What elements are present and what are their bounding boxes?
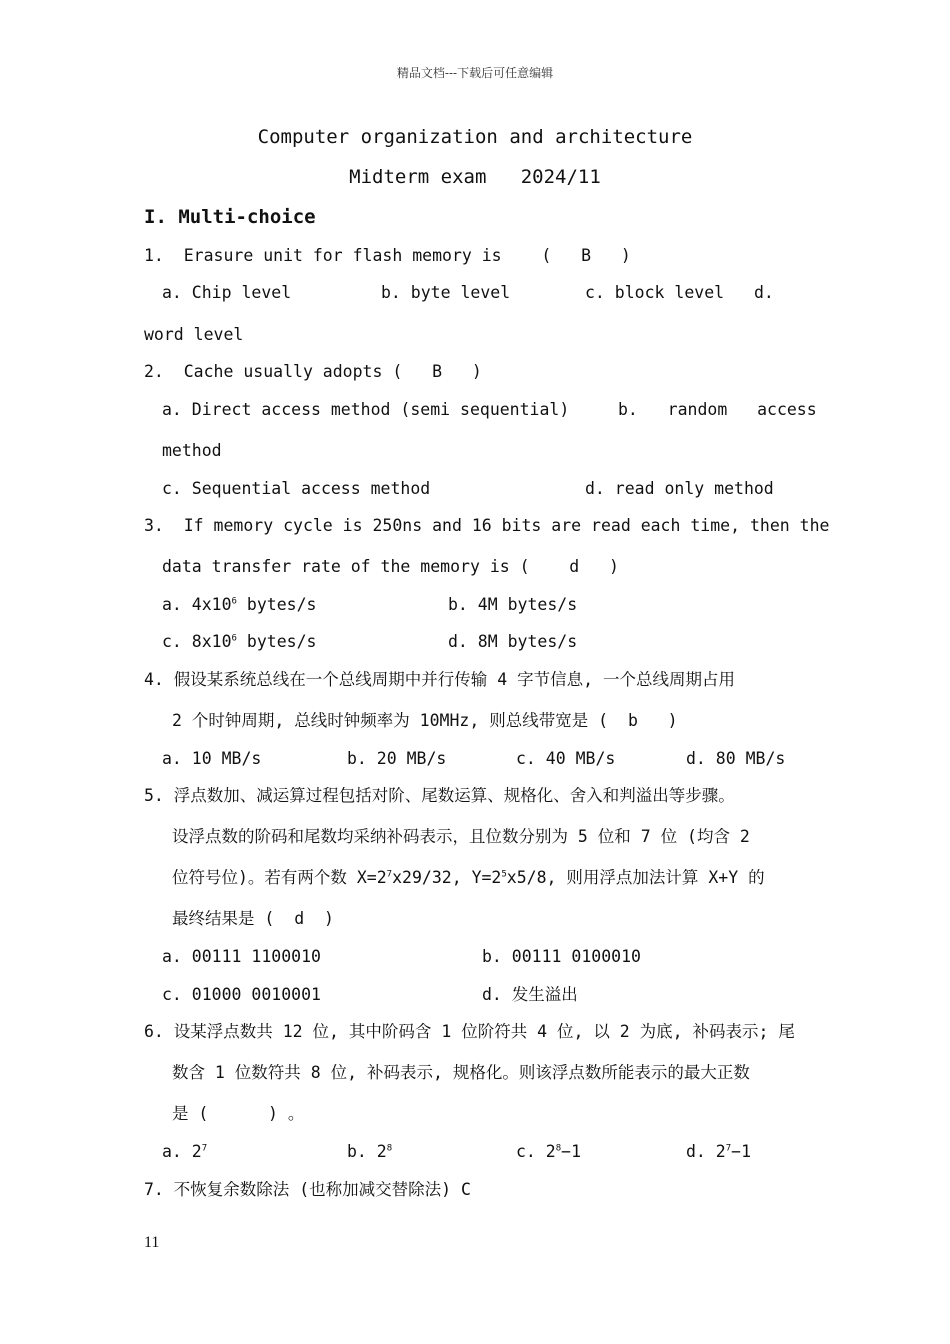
question-4-stem-cont: 2 个时钟周期, 总线时钟频率为 10MHz, 则总线带宽是 ( b ) <box>172 711 678 730</box>
q1-option-c: c. block level <box>585 283 725 302</box>
q1-option-d-cont: word level <box>144 325 244 344</box>
exam-title: Computer organization and architecture <box>257 126 693 148</box>
q4-option-d: d. 80 MB/s <box>686 749 786 768</box>
q3-option-d: d. 8M bytes/s <box>448 632 578 651</box>
q3-option-a: a. $4x10^6$ bytes/s <box>162 595 317 614</box>
question-4-stem: 4. 假设某系统总线在一个总线周期中并行传输 4 字节信息, 一个总线周期占用 <box>144 670 735 689</box>
q2-option-c: c. Sequential access method <box>162 479 431 498</box>
q2-option-d: d. read only method <box>585 479 774 498</box>
page-number: 11 <box>144 1234 160 1251</box>
q4-option-c: c. 40 MB/s <box>516 749 616 768</box>
q4-option-b: b. 20 MB/s <box>347 749 447 768</box>
q6-option-d: d. $2^7-1$ <box>686 1142 752 1161</box>
question-6-stem: 6. 设某浮点数共 12 位, 其中阶码含 1 位阶符共 4 位, 以 2 为底, 补码表示; 尾 <box>144 1022 795 1041</box>
q6-option-b: b. $2^8$ <box>347 1142 393 1161</box>
q4-option-a: a. 10 MB/s <box>162 749 262 768</box>
q3-option-b: b. 4M bytes/s <box>448 595 578 614</box>
question-5-line3: 位符号位)。若有两个数 $X=2^7x29/32$, $Y=2^5x5/8$, 则用浮点加法计算 X+Y 的 <box>172 868 765 887</box>
question-1-stem: 1. Erasure unit for flash memory is ( B ) <box>144 246 631 265</box>
q3-option-c: c. $8x10^6$ bytes/s <box>162 632 317 651</box>
question-2-stem: 2. Cache usually adopts ( B ) <box>144 362 482 381</box>
question-5-line2: 设浮点数的阶码和尾数均采纳补码表示，且位数分别为 5 位和 7 位 (均含 2 <box>172 827 750 846</box>
question-5-line4: 最终结果是 ( d ) <box>172 909 334 928</box>
question-3-stem: 3. If memory cycle is 250ns and 16 bits are read each time, then the <box>144 516 830 535</box>
question-3-stem-cont: data transfer rate of the memory is ( d ) <box>162 557 619 576</box>
q5-option-a: a. 00111 1100010 <box>162 947 321 966</box>
section-heading: I. Multi-choice <box>144 206 316 228</box>
q2-option-a: a. Direct access method (semi sequential) <box>162 400 570 419</box>
question-6-line3: 是 ( ) 。 <box>172 1104 305 1123</box>
q2-option-b-cont: method <box>162 441 222 460</box>
exam-subtitle: Midterm exam 2024/11 <box>349 166 601 188</box>
q1-option-b: b. byte level <box>381 283 511 302</box>
question-7-stem: 7. 不恢复余数除法 (也称加减交替除法) C <box>144 1180 471 1199</box>
question-6-line2: 数含 1 位数符共 8 位, 补码表示, 规格化。则该浮点数所能表示的最大正数 <box>172 1063 750 1082</box>
q6-option-c: c. $2^8-1$ <box>516 1142 582 1161</box>
q1-option-d: d. <box>754 283 774 302</box>
question-5-stem: 5. 浮点数加、减运算过程包括对阶、尾数运算、规格化、舍入和判溢出等步骤。 <box>144 786 735 805</box>
q5-option-c: c. 01000 0010001 <box>162 985 321 1004</box>
q5-option-b: b. 00111 0100010 <box>482 947 641 966</box>
q6-option-a: a. $2^7$ <box>162 1142 208 1161</box>
page-header: 精品文档---下载后可任意编辑 <box>396 66 554 80</box>
q2-option-b: b. random access <box>618 400 817 419</box>
q5-option-d: d. 发生溢出 <box>482 985 578 1004</box>
q1-option-a: a. Chip level <box>162 283 292 302</box>
